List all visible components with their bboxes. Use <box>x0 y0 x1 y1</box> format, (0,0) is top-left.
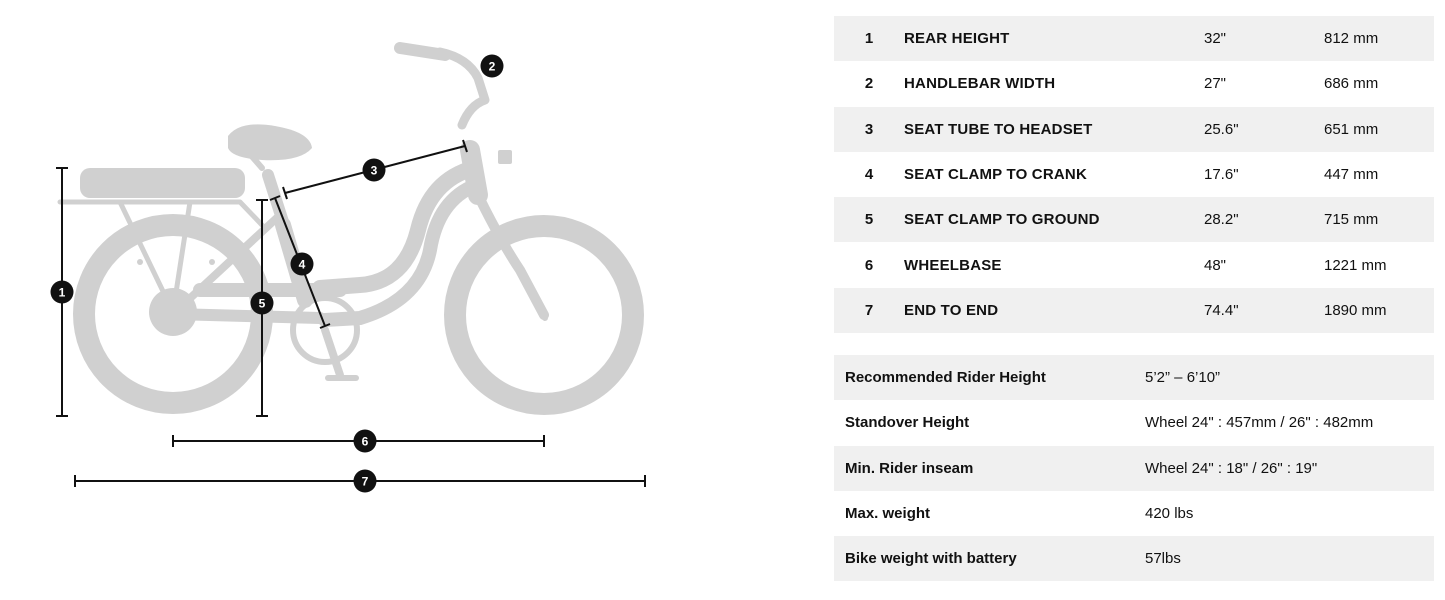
spec-label: Standover Height <box>845 414 970 432</box>
measure-inches: 25.6" <box>1204 120 1239 138</box>
table-row <box>834 152 1434 197</box>
crank-arm <box>325 330 340 375</box>
measure-mm: 812 mm <box>1324 30 1379 48</box>
spec-value: Wheel 24" : 457mm / 26" : 482mm <box>1145 414 1374 432</box>
measure-name: SEAT CLAMP TO CRANK <box>904 166 1087 184</box>
table-row <box>834 536 1434 581</box>
seat <box>228 124 312 160</box>
measure-inches: 48" <box>1204 256 1227 274</box>
table-row <box>834 242 1434 287</box>
table-row <box>834 400 1434 445</box>
measure-name: SEAT TUBE TO HEADSET <box>904 120 1093 138</box>
measure-name: REAR HEIGHT <box>904 30 1010 48</box>
measure-inches: 28.2" <box>1204 211 1239 229</box>
table-row <box>834 197 1434 242</box>
table-row <box>834 288 1434 333</box>
table-row <box>834 16 1434 61</box>
head-tube <box>470 150 478 195</box>
marker-label-6: 6 <box>361 434 369 449</box>
measure-number: 6 <box>864 256 874 274</box>
marker-2 <box>481 55 504 78</box>
spec-value: 420 lbs <box>1145 505 1194 523</box>
marker-label-4: 4 <box>298 257 306 272</box>
table-row <box>834 491 1434 536</box>
measure-name: SEAT CLAMP TO GROUND <box>904 211 1100 229</box>
measure-number: 2 <box>864 75 874 93</box>
marker-label-2: 2 <box>488 59 496 74</box>
measure-name: WHEELBASE <box>904 256 1002 274</box>
measure-name: HANDLEBAR WIDTH <box>904 75 1056 93</box>
table-row <box>834 446 1434 491</box>
measure-number: 1 <box>864 30 874 48</box>
marker-3 <box>363 159 386 182</box>
measure-number: 4 <box>864 166 874 184</box>
marker-4 <box>291 253 314 276</box>
headlight <box>498 150 512 164</box>
table-row <box>834 107 1434 152</box>
measure-number: 3 <box>864 120 874 138</box>
geometry-table <box>834 16 1434 333</box>
measure-inches: 17.6" <box>1204 166 1239 184</box>
marker-1 <box>51 281 74 304</box>
spec-value: 57lbs <box>1145 550 1181 568</box>
bike-silhouette <box>60 48 633 404</box>
spec-value: 5’2” – 6’10” <box>1145 369 1221 387</box>
measure-mm: 686 mm <box>1324 75 1379 93</box>
marker-label-7: 7 <box>361 474 369 489</box>
spec-label: Recommended Rider Height <box>845 369 1046 387</box>
measure-number: 5 <box>864 211 874 229</box>
table-row <box>834 61 1434 106</box>
measure-mm: 1890 mm <box>1324 301 1387 319</box>
marker-5 <box>251 292 274 315</box>
table-row <box>834 355 1434 400</box>
top-tube <box>320 168 474 288</box>
measure-name: END TO END <box>904 301 999 319</box>
spec-value: Wheel 24" : 18" / 26" : 19" <box>1145 459 1318 477</box>
marker-label-1: 1 <box>58 285 66 300</box>
marker-label-5: 5 <box>258 296 266 311</box>
measure-inches: 74.4" <box>1204 301 1239 319</box>
measure-inches: 27" <box>1204 75 1227 93</box>
measure-mm: 715 mm <box>1324 211 1379 229</box>
stem <box>440 52 485 125</box>
marker-6 <box>354 430 377 453</box>
measure-inches: 32" <box>1204 30 1227 48</box>
specs-table <box>834 355 1434 581</box>
spec-label: Max. weight <box>845 505 931 523</box>
measure-mm: 651 mm <box>1324 120 1379 138</box>
measure-mm: 1221 mm <box>1324 256 1387 274</box>
marker-7 <box>354 470 377 493</box>
marker-label-3: 3 <box>370 163 378 178</box>
spec-label: Min. Rider inseam <box>845 459 974 477</box>
measure-number: 7 <box>864 301 874 319</box>
handlebar-grip <box>400 48 445 55</box>
measure-mm: 447 mm <box>1324 166 1379 184</box>
battery <box>80 168 245 198</box>
spec-label: Bike weight with battery <box>845 550 1017 568</box>
